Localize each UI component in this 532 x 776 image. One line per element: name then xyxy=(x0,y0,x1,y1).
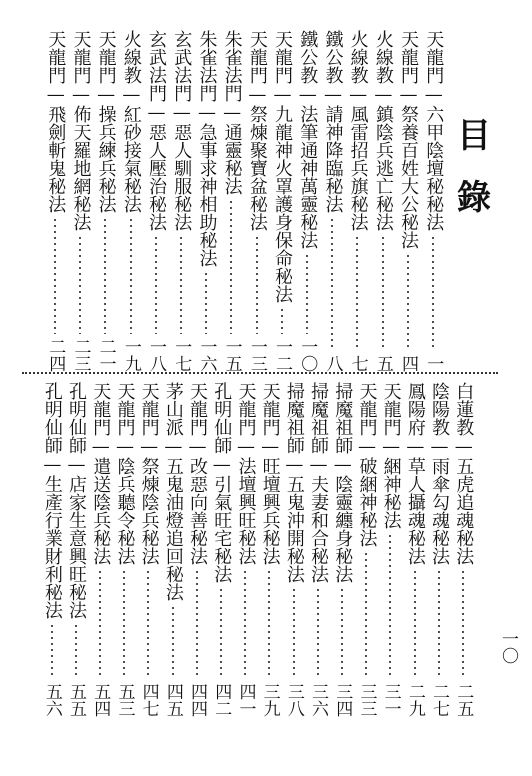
toc-entry-page: 二五 xyxy=(453,683,474,717)
toc-entry xyxy=(247,30,267,372)
dot-leader xyxy=(365,551,367,679)
toc-entry xyxy=(163,382,183,717)
toc-entry xyxy=(42,382,62,717)
toc-entry-page: 一八 xyxy=(146,338,167,372)
dot-leader xyxy=(130,217,132,334)
dot-leader xyxy=(104,217,106,334)
toc-entry xyxy=(373,30,393,372)
toc-entry-title: 陰陽教—雨傘勾魂秘法 xyxy=(429,382,451,565)
dot-leader xyxy=(220,587,222,679)
dot-leader xyxy=(54,217,56,334)
toc-entry-title: 天龍門—綑神秘法 xyxy=(380,382,402,529)
dot-leader xyxy=(389,533,391,679)
toc-entry xyxy=(322,30,342,372)
toc-entry xyxy=(90,382,110,717)
toc-entry xyxy=(423,30,443,372)
toc-entry xyxy=(272,30,292,372)
toc-entry xyxy=(235,382,255,717)
toc-entry-title: 天龍門—旺壇興兵秘法 xyxy=(259,382,281,565)
toc-entry-page: 一七 xyxy=(171,338,192,372)
dot-leader xyxy=(414,569,416,679)
toc-entry xyxy=(196,30,216,372)
dot-leader xyxy=(356,235,358,351)
toc-entry xyxy=(332,382,352,717)
dot-leader xyxy=(317,587,319,679)
toc-entry xyxy=(356,382,376,717)
toc-entry-page: 五四 xyxy=(90,683,111,717)
toc-entry-title: 天龍門—佈天羅地網秘法 xyxy=(70,30,92,231)
toc-entry xyxy=(405,382,425,717)
toc-entry-page: 一五 xyxy=(221,338,242,372)
dot-leader xyxy=(331,217,333,351)
dot-leader xyxy=(256,235,258,334)
toc-entry xyxy=(297,30,317,372)
toc-entry xyxy=(429,382,449,717)
toc-entry xyxy=(138,382,158,717)
toc-entry xyxy=(45,30,65,372)
title-char-2: 錄 xyxy=(457,178,491,218)
toc-entry-title: 火線教—紅砂接氣秘法 xyxy=(120,30,142,213)
toc-entry-page: 五三 xyxy=(114,683,135,717)
toc-entry xyxy=(70,30,90,372)
toc-entry-title: 天龍門—遣送陰兵秘法 xyxy=(90,382,112,565)
toc-entry xyxy=(146,30,166,372)
toc-entry-title: 玄武法門—惡人壓治秘法 xyxy=(146,30,168,231)
dot-leader xyxy=(230,199,232,334)
toc-entry-title: 天龍門—改惡向善秘法 xyxy=(187,382,209,565)
toc-entry xyxy=(398,30,418,372)
toc-entry-title: 茅山派—五鬼油燈追回秘法 xyxy=(162,382,184,601)
toc-entry-page: 一二 xyxy=(272,338,293,372)
toc-entry-page: 三一 xyxy=(380,683,401,717)
toc-entry xyxy=(259,382,279,717)
toc-entry-title: 鐵公教—法筆通神萬靈秘法 xyxy=(297,30,319,249)
dot-leader xyxy=(205,271,207,334)
dot-leader xyxy=(293,587,295,679)
toc-entry-page: 四五 xyxy=(162,683,183,717)
toc-entry xyxy=(187,382,207,717)
dot-leader xyxy=(99,569,101,679)
toc-entry-page: 五六 xyxy=(41,683,62,717)
dot-leader xyxy=(147,569,149,679)
toc-entry xyxy=(211,382,231,717)
toc-entry xyxy=(453,382,473,717)
toc-entry xyxy=(347,30,367,372)
dot-leader xyxy=(281,307,283,334)
toc-entry-page: 二七 xyxy=(429,683,450,717)
dot-leader xyxy=(196,569,198,679)
toc-entry-title: 天龍門—九龍神火罩護身保命秘法 xyxy=(272,30,294,303)
toc-entry-page: 二一 xyxy=(95,338,116,372)
toc-entry-title: 玄武法門—惡人馴服秘法 xyxy=(171,30,193,231)
toc-entry-page: 五五 xyxy=(66,683,87,717)
toc-entry xyxy=(95,30,115,372)
toc-entry-title: 火線教—風雷招兵旗秘法 xyxy=(347,30,369,231)
dot-leader xyxy=(79,235,81,334)
dot-leader xyxy=(172,605,174,679)
page-number: 一〇 xyxy=(498,630,518,664)
toc-entry-page: 四七 xyxy=(138,683,159,717)
toc-entry-page: 三六 xyxy=(308,683,329,717)
toc-title xyxy=(450,105,498,229)
toc-entry-title: 天龍門—破綑神秘法 xyxy=(356,382,378,547)
section-divider xyxy=(22,372,498,374)
toc-entry-title: 天龍門—陰兵聽令秘法 xyxy=(114,382,136,565)
toc-entry-title: 朱雀法門—通靈秘法 xyxy=(221,30,243,195)
toc-entry-page: 四 xyxy=(398,355,419,372)
toc-entry-page: 一三 xyxy=(246,338,267,372)
toc-entry-page: 四四 xyxy=(187,683,208,717)
toc-entry xyxy=(380,382,400,717)
toc-entry-title: 天龍門—祭煉聚寶盆秘法 xyxy=(246,30,268,231)
toc-entry-page: 三四 xyxy=(332,683,353,717)
toc-entry-page: 四二 xyxy=(211,683,232,717)
toc-entry-page: 二九 xyxy=(404,683,425,717)
toc-entry-page: 二四 xyxy=(45,338,66,372)
toc-entry xyxy=(121,30,141,372)
dot-leader xyxy=(123,569,125,679)
dot-leader xyxy=(180,235,182,334)
toc-entry xyxy=(114,382,134,717)
toc-entry-page: 一 xyxy=(423,355,444,372)
toc-entry xyxy=(66,382,86,717)
toc-entry-title: 天龍門—操兵練兵秘法 xyxy=(95,30,117,213)
toc-entry-page: 三八 xyxy=(283,683,304,717)
toc-entry-title: 孔明仙師—生產行業財利秘法 xyxy=(41,382,63,619)
dot-leader xyxy=(341,587,343,679)
dot-leader xyxy=(268,569,270,679)
dot-leader xyxy=(407,253,409,351)
toc-entry-title: 朱雀法門—急事求神相助秘法 xyxy=(196,30,218,267)
toc-entry-title: 鳳陽府—草人攝魂秘法 xyxy=(404,382,426,565)
toc-entry-title: 天龍門—法壇興旺秘法 xyxy=(235,382,257,565)
toc-entry-page: 三三 xyxy=(356,683,377,717)
toc-entry-page: 三九 xyxy=(259,683,280,717)
dot-leader xyxy=(438,569,440,679)
dot-leader xyxy=(306,253,308,334)
dot-leader xyxy=(382,235,384,351)
toc-entry-title: 天龍門—飛劍斬鬼秘法 xyxy=(45,30,67,213)
toc-entry-page: 一六 xyxy=(196,338,217,372)
toc-entry-title: 白蓮教—五虎追魂秘法 xyxy=(453,382,475,565)
dot-leader xyxy=(462,569,464,679)
toc-entry-title: 掃魔祖師—陰靈纏身秘法 xyxy=(332,382,354,583)
toc-bottom-section xyxy=(18,382,475,717)
toc-entry xyxy=(171,30,191,372)
toc-entry-page: 五 xyxy=(372,355,393,372)
title-char-1: 目 xyxy=(457,116,491,156)
toc-entry-title: 天龍門—六甲陰壇秘秘法 xyxy=(423,30,445,231)
dot-leader xyxy=(244,569,246,679)
dot-leader xyxy=(432,235,434,351)
toc-entry-title: 掃魔祖師—五鬼沖開秘法 xyxy=(283,382,305,583)
toc-entry-title: 火線教—鎮陰兵逃亡秘法 xyxy=(372,30,394,231)
toc-entry-page: 二三 xyxy=(70,338,91,372)
toc-entry xyxy=(308,382,328,717)
toc-entry-page: 七 xyxy=(347,355,368,372)
toc-entry-title: 孔明仙師—引氣旺宅秘法 xyxy=(211,382,233,583)
toc-entry xyxy=(284,382,304,717)
toc-entry-page: 八 xyxy=(322,355,343,372)
dot-leader xyxy=(155,235,157,334)
toc-entry-page: 一〇 xyxy=(297,338,318,372)
toc-entry-title: 鐵公教—請神降臨秘法 xyxy=(322,30,344,213)
toc-entry-title: 天龍門—祭煉陰兵秘法 xyxy=(138,382,160,565)
toc-entry-title: 掃魔祖師—夫妻和合秘法 xyxy=(308,382,330,583)
toc-entry-page: 一九 xyxy=(120,338,141,372)
dot-leader xyxy=(75,623,77,679)
toc-entry xyxy=(221,30,241,372)
toc-entry-page: 四一 xyxy=(235,683,256,717)
toc-top-section xyxy=(18,30,448,372)
toc-entry-title: 孔明仙師—店家生意興旺秘法 xyxy=(66,382,88,619)
dot-leader xyxy=(51,623,53,679)
toc-entry-title: 天龍門—祭養百姓大公秘法 xyxy=(398,30,420,249)
